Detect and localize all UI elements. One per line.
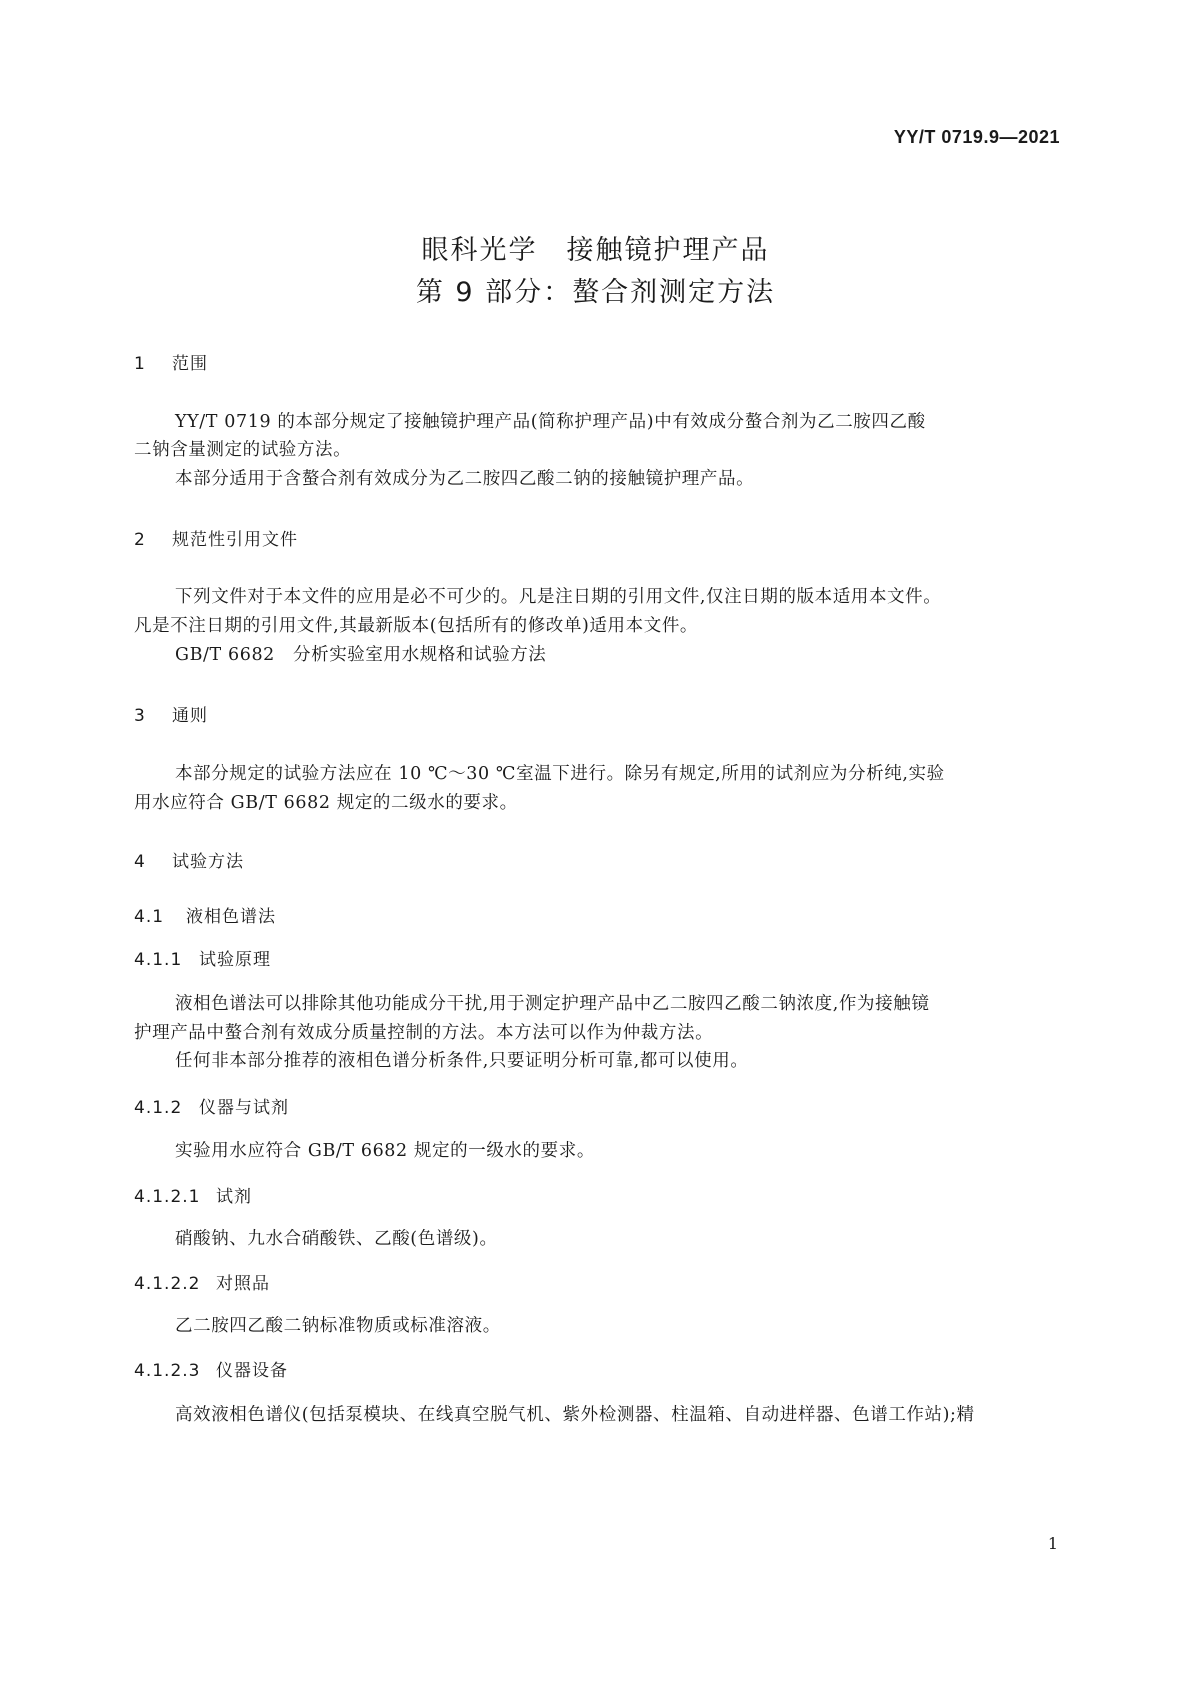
- paragraph-line: 下列文件对于本文件的应用是必不可少的。凡是注日期的引用文件,仅注日期的版本适用本文件。: [175, 587, 942, 607]
- standard-code: YY/T 0719.9—2021: [893, 127, 1060, 147]
- section-title: 通则: [172, 706, 208, 726]
- section-heading-2: [134, 525, 298, 550]
- paragraph-line: 硝酸钠、九水合硝酸铁、乙酸(色谱级)。: [175, 1229, 498, 1249]
- section-heading-4-1-2-3: [134, 1356, 288, 1381]
- section-heading-4-1: [134, 902, 276, 927]
- section-title: 液相色谱法: [186, 907, 276, 927]
- section-number: 4.1.1: [134, 950, 183, 970]
- section-heading-4-1-2-1: [134, 1182, 252, 1207]
- paragraph-line: 凡是不注日期的引用文件,其最新版本(包括所有的修改单)适用本文件。: [134, 616, 699, 636]
- section-number: 4.1.2.1: [134, 1187, 201, 1207]
- paragraph-line: 实验用水应符合 GB/T 6682 规定的一级水的要求。: [175, 1141, 595, 1161]
- section-heading-4-1-2: [134, 1093, 289, 1118]
- paragraph-line: 液相色谱法可以排除其他功能成分干扰,用于测定护理产品中乙二胺四乙酸二钠浓度,作为接触镜: [175, 994, 930, 1014]
- section-heading-4-1-2-2: [134, 1269, 270, 1294]
- document-title-line-1: 眼科光学 接触镜护理产品: [421, 235, 770, 266]
- paragraph-line: 高效液相色谱仪(包括泵模块、在线真空脱气机、紫外检测器、柱温箱、自动进样器、色谱工作站);精: [175, 1405, 975, 1425]
- section-title: 仪器设备: [216, 1361, 288, 1381]
- section-number: 4.1.2.2: [134, 1274, 201, 1294]
- paragraph-line: YY/T 0719 的本部分规定了接触镜护理产品(简称护理产品)中有效成分螯合剂为乙二胺四乙酸: [175, 412, 926, 432]
- document-title-line-2: 第 9 部分：螯合剂测定方法: [415, 277, 776, 308]
- section-title: 规范性引用文件: [172, 530, 298, 550]
- section-number: 2: [134, 530, 146, 550]
- section-number: 1: [134, 354, 146, 374]
- section-title: 仪器与试剂: [199, 1098, 289, 1118]
- section-heading-1: [134, 349, 208, 374]
- section-title: 范围: [172, 354, 208, 374]
- section-number: 4.1.2.3: [134, 1361, 201, 1381]
- paragraph-line: 本部分适用于含螯合剂有效成分为乙二胺四乙酸二钠的接触镜护理产品。: [175, 469, 755, 489]
- section-heading-4: [134, 847, 244, 872]
- paragraph-line: 本部分规定的试验方法应在 10 ℃～30 ℃室温下进行。除另有规定,所用的试剂应为分析纯,实验: [175, 764, 945, 784]
- section-number: 3: [134, 706, 146, 726]
- section-title: 试验方法: [172, 852, 244, 872]
- section-title: 对照品: [216, 1274, 270, 1294]
- paragraph-line: 乙二胺四乙酸二钠标准物质或标准溶液。: [175, 1316, 501, 1336]
- paragraph-line: 护理产品中螯合剂有效成分质量控制的方法。本方法可以作为仲裁方法。: [134, 1023, 714, 1043]
- section-title: 试验原理: [199, 950, 271, 970]
- page-number: 1: [1047, 1534, 1058, 1553]
- section-heading-4-1-1: [134, 945, 271, 970]
- section-number: 4: [134, 852, 146, 872]
- section-heading-3: [134, 701, 208, 726]
- paragraph-line: 任何非本部分推荐的液相色谱分析条件,只要证明分析可靠,都可以使用。: [175, 1051, 749, 1071]
- section-title: 试剂: [216, 1187, 252, 1207]
- paragraph-line: 用水应符合 GB/T 6682 规定的二级水的要求。: [134, 793, 518, 813]
- section-number: 4.1: [134, 907, 165, 927]
- paragraph-line: 二钠含量测定的试验方法。: [134, 440, 352, 460]
- normative-reference: GB/T 6682 分析实验室用水规格和试验方法: [175, 645, 547, 665]
- section-number: 4.1.2: [134, 1098, 183, 1118]
